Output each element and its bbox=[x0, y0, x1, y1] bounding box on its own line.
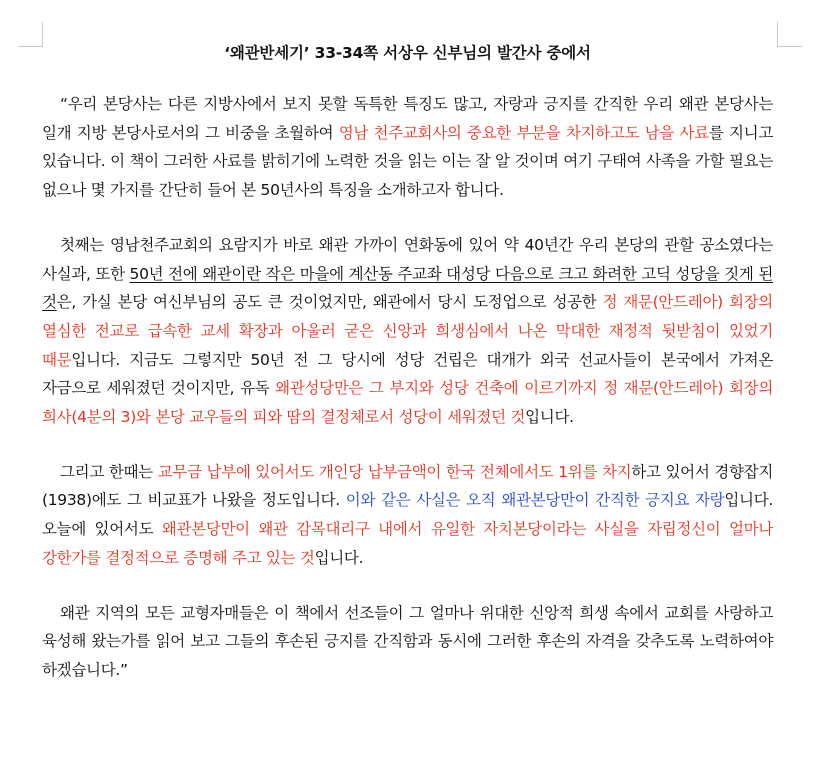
highlight-blue: 이와 같은 사실은 오직 왜관본당만이 간직한 긍지요 자랑 bbox=[345, 491, 725, 510]
document-page bbox=[42, 40, 773, 711]
text-run: 입니다. bbox=[525, 408, 574, 427]
highlight-red: 교무금 납부에 있어서도 개인당 납부금액이 한국 전체에서도 1위를 차지 bbox=[157, 462, 632, 481]
text-run: 은, 가실 본당 여신부님의 공도 큰 것이었지만, 왜관에서 당시 도정업으로 성공한 bbox=[56, 293, 603, 312]
text-run: 그리고 한때는 bbox=[60, 462, 158, 481]
text-run: 입니다. 지금도 그렇지만 50년 전 그 당시에 성당 건립은 대개가 외국 선교사들이 본국에서 가져온 자금으로 세워졌던 것이지만, 유독 bbox=[42, 350, 773, 398]
text-run: 입니다. bbox=[314, 548, 364, 567]
text-run: 를 지니고 있습니다. 이 책이 그러한 사료를 밝히기에 노력한 것을 읽는 이는 잘 알 것이며 여기 구태여 사족을 가할 필요는 없으나 몇 가지를 간단히 들어 본 50년사의 특징을 소개하고자 합니다. bbox=[42, 123, 773, 200]
text-run: 왜관 지역의 모든 교형자매들은 이 책에서 선조들이 그 얼마나 위대한 신앙적 희생 속에서 교회를 사랑하고 육성해 왔는가를 읽어 보고 그들의 후손된 긍지를 간직함과 동시에 그러한 후손의 자격을 갖추도록 노력하여야 하겠습니다.” bbox=[42, 603, 773, 679]
highlight-red: 왜관본당만이 왜관 감목대리구 내에서 유일한 자치본당이라는 사실을 자립정신이 얼마나 강한가를 결정적으로 증명해 주고 있는 것 bbox=[42, 520, 774, 567]
highlight-red: 정 재문(안드레아) 회장의 열심한 전교로 급속한 교세 확장과 아울러 굳은 신앙과 희생심에서 나온 막대한 재정적 뒷받침이 있었기 때문 bbox=[42, 293, 773, 369]
paragraph-3 bbox=[42, 458, 773, 573]
paragraph-4 bbox=[42, 599, 773, 685]
paragraph-1 bbox=[42, 90, 773, 205]
highlight-red: 왜관성당만은 그 부지와 성당 건축에 이르기까지 정 재문(안드레아) 회장의 희사(4분의 3)와 본당 교우들의 피와 땀의 결정체로서 성당이 세워졌던 것 bbox=[42, 379, 773, 427]
document-title: ‘왜관반세기’ 33-34쪽 서상우 신부님의 발간사 중에서 bbox=[224, 44, 591, 62]
text-run: “우리 본당사는 다른 지방사에서 보지 못할 독특한 특징도 많고, 자랑과 긍지를 간직한 우리 왜관 본당사는 일개 지방 본당사로서의 그 비중을 초월하여 bbox=[42, 95, 773, 142]
text-run: 첫째는 영남천주교회의 요람지가 바로 왜관 가까이 연화동에 있어 약 40년간 우리 본당의 관할 공소였다는 사실과, 또한 bbox=[42, 235, 773, 283]
crop-mark-top-right bbox=[777, 22, 802, 47]
text-run: 하고 있어서 경향잡지(1938)에도 그 비교표가 나왔을 정도입니다. bbox=[42, 462, 774, 510]
paragraph-2 bbox=[42, 231, 773, 432]
highlight-red: 영남 천주교회사의 중요한 부분을 차지하고도 남을 사료 bbox=[338, 123, 709, 142]
crop-mark-top-left bbox=[18, 22, 43, 47]
text-run: 입니다. 오늘에 있어서도 bbox=[42, 491, 773, 539]
underlined-text: 50년 전에 왜관이란 작은 마을에 계산동 주교좌 대성당 다음으로 크고 화려한 고딕 성당을 짓게 된 것 bbox=[42, 264, 773, 312]
